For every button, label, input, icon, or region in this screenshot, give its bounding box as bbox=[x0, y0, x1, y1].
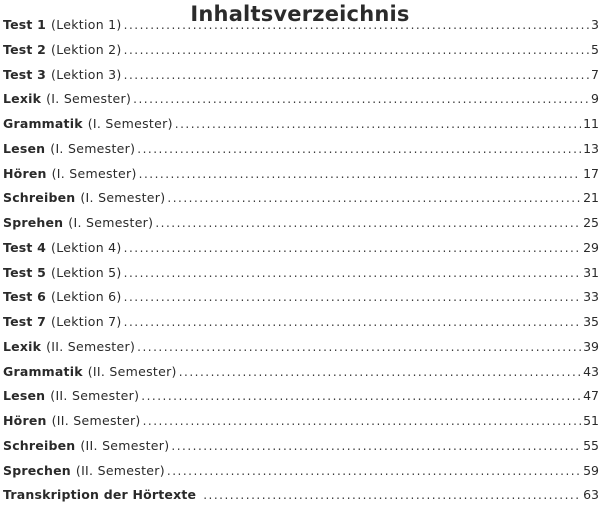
toc-entry-page: 33 bbox=[583, 289, 599, 305]
toc-entry-name: Test 6 bbox=[3, 289, 47, 305]
toc-entry-sub: (Lektion 6) bbox=[51, 289, 122, 305]
toc-entry-sub: (Lektion 3) bbox=[51, 66, 122, 82]
toc-entry bbox=[3, 483, 599, 508]
toc-entry bbox=[3, 335, 599, 360]
toc-entry-sub: (I. Semester) bbox=[80, 190, 166, 206]
toc-entry bbox=[3, 285, 599, 310]
dot-leader bbox=[137, 335, 581, 360]
dot-leader bbox=[139, 162, 581, 187]
toc-entry-page: 43 bbox=[583, 363, 599, 379]
dot-leader bbox=[141, 384, 581, 409]
dot-leader bbox=[124, 63, 589, 88]
toc-entry-name: Lexik bbox=[3, 91, 42, 107]
toc-entry-name: Grammatik bbox=[3, 363, 83, 379]
toc-entry bbox=[3, 137, 599, 162]
toc-entry-name: Schreiben bbox=[3, 190, 76, 206]
dot-leader bbox=[124, 38, 589, 63]
dot-leader bbox=[137, 137, 581, 162]
dot-leader bbox=[124, 310, 581, 335]
toc-entry bbox=[3, 261, 599, 286]
toc-entry-sub: (Lektion 4) bbox=[51, 239, 122, 255]
toc-entry-page: 59 bbox=[583, 462, 599, 478]
toc-entry-page: 9 bbox=[591, 91, 599, 107]
dot-leader bbox=[155, 211, 581, 236]
toc-entry-name: Test 4 bbox=[3, 239, 47, 255]
toc-entry-sub: (Lektion 1) bbox=[51, 17, 122, 32]
dot-leader bbox=[133, 87, 589, 112]
toc-entry bbox=[3, 13, 599, 38]
toc-entry-sub: (Lektion 2) bbox=[51, 41, 122, 57]
toc-entry bbox=[3, 211, 599, 236]
toc-entry-page: 7 bbox=[591, 66, 599, 82]
toc-entry bbox=[3, 63, 599, 88]
dot-leader bbox=[203, 483, 581, 508]
toc-entry-sub: (I. Semester) bbox=[50, 140, 136, 156]
toc-entry-name: Sprehen bbox=[3, 215, 64, 230]
dot-leader bbox=[175, 112, 581, 137]
toc-entry-name: Hören bbox=[3, 165, 47, 181]
toc-entry-page: 35 bbox=[583, 314, 599, 329]
dot-leader bbox=[143, 409, 581, 434]
toc-entry-page: 55 bbox=[583, 437, 599, 453]
toc-entry-name: Transkription der Hörtexte bbox=[3, 487, 197, 503]
toc-entry-sub: (II. Semester) bbox=[51, 413, 141, 428]
toc-entry-sub: (II. Semester) bbox=[75, 462, 165, 478]
dot-leader bbox=[124, 236, 581, 261]
toc-entry bbox=[3, 310, 599, 335]
toc-entry bbox=[3, 38, 599, 63]
toc-entry bbox=[3, 162, 599, 187]
table-of-contents bbox=[3, 13, 599, 508]
toc-entry-sub: (II. Semester) bbox=[46, 338, 136, 354]
toc-entry-name: Lexik bbox=[3, 338, 42, 354]
toc-entry bbox=[3, 384, 599, 409]
toc-entry-name: Hören bbox=[3, 413, 47, 428]
toc-entry bbox=[3, 409, 599, 434]
dot-leader bbox=[124, 13, 589, 38]
toc-entry-page: 25 bbox=[583, 215, 599, 230]
toc-entry-name: Test 1 bbox=[3, 17, 47, 32]
dot-leader bbox=[167, 459, 581, 484]
toc-entry-name: Test 5 bbox=[3, 264, 47, 280]
toc-entry-page: 5 bbox=[591, 41, 599, 57]
toc-entry-page: 31 bbox=[583, 264, 599, 280]
toc-entry-name: Test 2 bbox=[3, 41, 47, 57]
toc-entry bbox=[3, 434, 599, 459]
toc-entry-page: 51 bbox=[583, 413, 599, 428]
toc-entry-sub: (Lektion 7) bbox=[51, 314, 122, 329]
toc-entry-name: Lesen bbox=[3, 388, 46, 404]
toc-entry-page: 47 bbox=[583, 388, 599, 404]
dot-leader bbox=[124, 285, 581, 310]
toc-entry-sub: (II. Semester) bbox=[87, 363, 177, 379]
dot-leader bbox=[167, 186, 581, 211]
toc-entry-name: Sprechen bbox=[3, 462, 71, 478]
toc-entry-name: Test 7 bbox=[3, 314, 47, 329]
toc-entry-name: Test 3 bbox=[3, 66, 47, 82]
toc-entry bbox=[3, 87, 599, 112]
toc-entry bbox=[3, 236, 599, 261]
toc-entry-name: Grammatik bbox=[3, 116, 83, 131]
toc-entry-sub: (II. Semester) bbox=[50, 388, 140, 404]
toc-entry-sub: (Lektion 5) bbox=[51, 264, 122, 280]
toc-entry bbox=[3, 112, 599, 137]
dot-leader bbox=[171, 434, 581, 459]
toc-entry bbox=[3, 459, 599, 484]
toc-entry-sub: (I. Semester) bbox=[87, 116, 173, 131]
toc-entry-page: 3 bbox=[591, 17, 599, 32]
toc-entry-page: 63 bbox=[583, 487, 599, 503]
dot-leader bbox=[124, 261, 581, 286]
toc-entry-sub: (I. Semester) bbox=[68, 215, 154, 230]
toc-entry-page: 21 bbox=[583, 190, 599, 206]
page-title: Inhaltsverzeichnis bbox=[190, 2, 410, 26]
toc-entry-page: 17 bbox=[583, 165, 599, 181]
toc-entry bbox=[3, 186, 599, 211]
toc-entry-sub: (I. Semester) bbox=[46, 91, 132, 107]
toc-entry bbox=[3, 360, 599, 385]
dot-leader bbox=[179, 360, 581, 385]
toc-entry-sub: (II. Semester) bbox=[80, 437, 170, 453]
toc-entry-sub: (I. Semester) bbox=[51, 165, 137, 181]
toc-entry-page: 11 bbox=[583, 116, 599, 131]
toc-entry-page: 39 bbox=[583, 338, 599, 354]
toc-entry-name: Schreiben bbox=[3, 437, 76, 453]
toc-entry-name: Lesen bbox=[3, 140, 46, 156]
toc-entry-page: 13 bbox=[583, 140, 599, 156]
toc-entry-page: 29 bbox=[583, 239, 599, 255]
